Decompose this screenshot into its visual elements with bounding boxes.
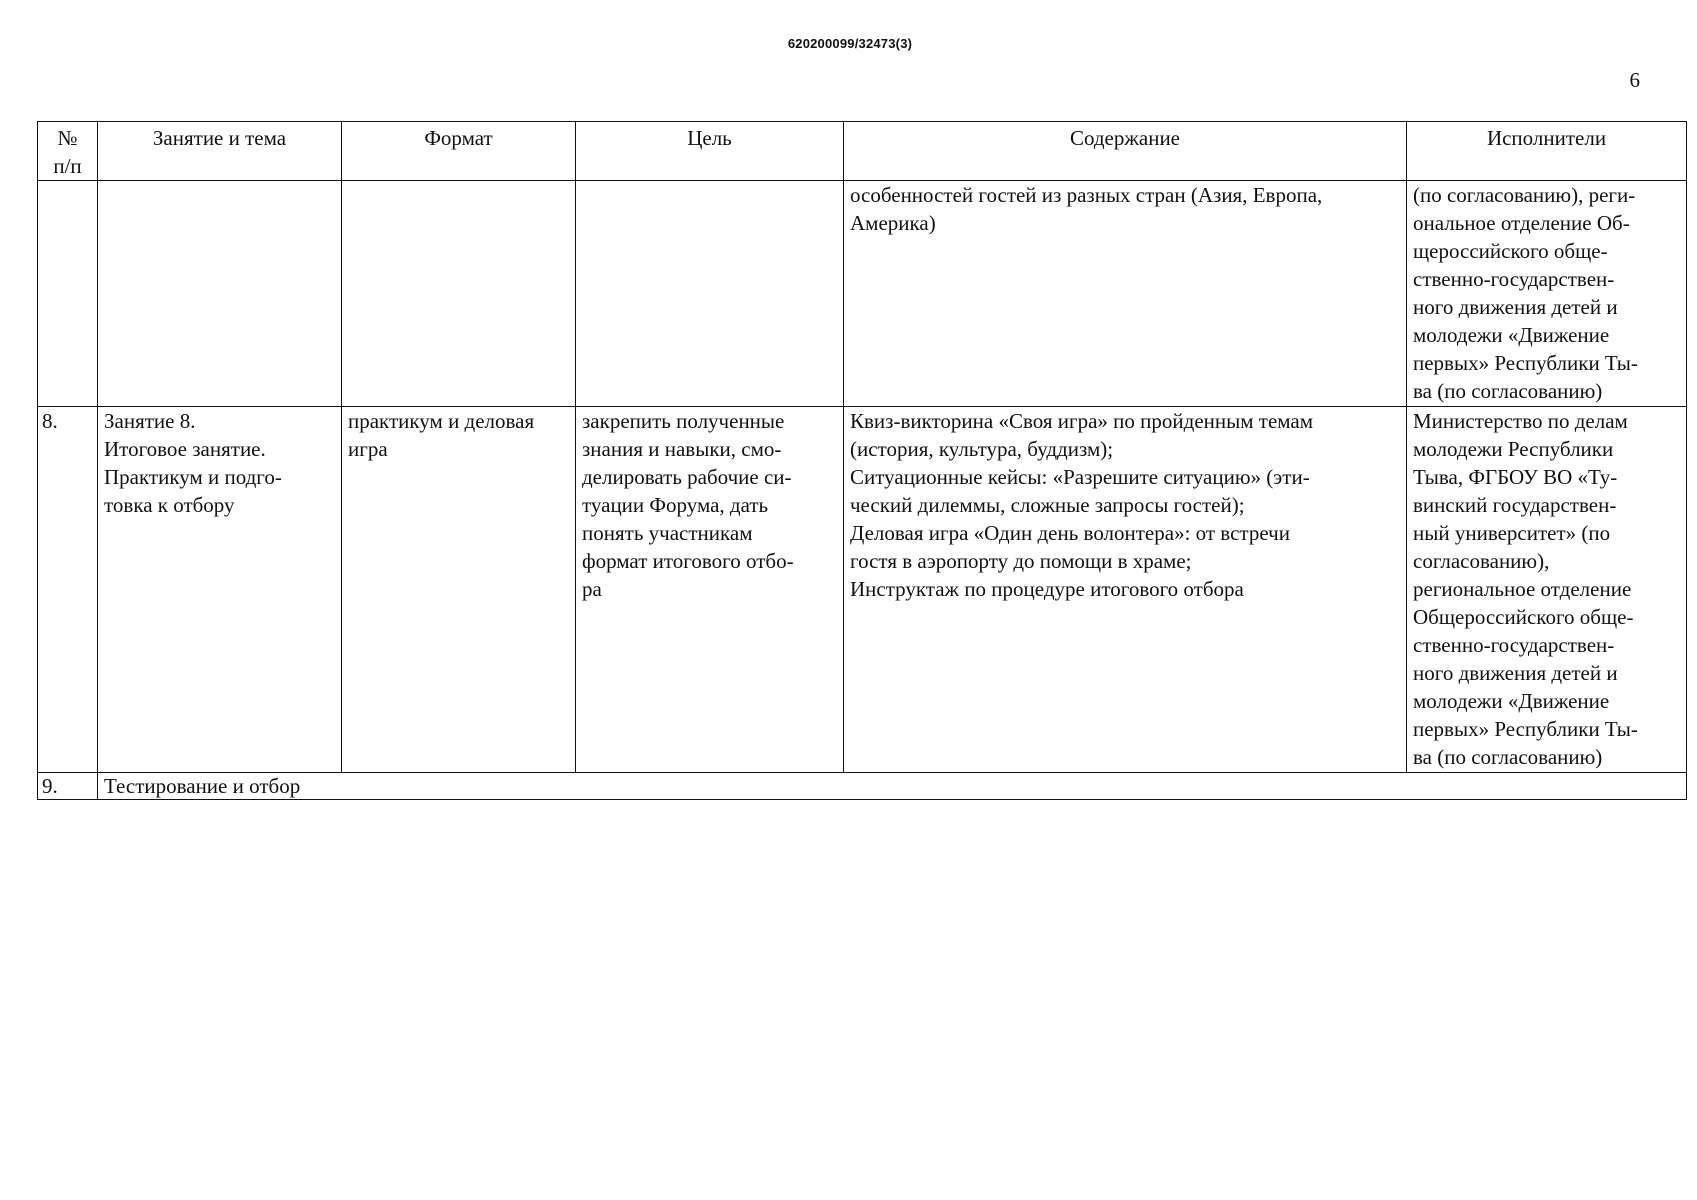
topic-line: Занятие 8. <box>104 409 196 433</box>
cell-goal <box>576 181 844 407</box>
content-line: Ситуационные кейсы: «Разрешите ситуацию» (эти- <box>850 465 1310 489</box>
goal-line: ра <box>582 577 602 601</box>
cell-content <box>844 181 1407 407</box>
content-line: Америка) <box>850 211 936 235</box>
header-topic: Занятие и тема <box>98 122 342 181</box>
executor-line: первых» Республики Ты- <box>1413 717 1638 741</box>
table-row-continuation <box>38 181 1687 407</box>
page-number: 6 <box>1629 68 1640 92</box>
executor-line: ный университет» (по <box>1413 521 1611 545</box>
cell-topic <box>98 407 342 773</box>
header-executors: Исполнители <box>1407 122 1687 181</box>
content-line: гостя в аэропорту до помощи в храме; <box>850 549 1192 573</box>
executor-line: Министерство по делам <box>1413 409 1628 433</box>
content-line: ческий дилеммы, сложные запросы гостей); <box>850 493 1245 517</box>
executor-line: молодежи «Движение <box>1413 689 1610 713</box>
cell-num: 8. <box>38 407 98 773</box>
format-line: практикум и деловая <box>348 409 535 433</box>
cell-goal <box>576 407 844 773</box>
executor-line: первых» Республики Ты- <box>1413 351 1638 375</box>
executor-line: щероссийского обще- <box>1413 239 1608 263</box>
goal-line: делировать рабочие си- <box>582 465 792 489</box>
goal-line: закрепить полученные <box>582 409 785 433</box>
executor-line: ного движения детей и <box>1413 295 1618 319</box>
content-line: Деловая игра «Один день волонтера»: от встречи <box>850 521 1290 545</box>
executor-line: ональное отделение Об- <box>1413 211 1630 235</box>
header-format: Формат <box>342 122 576 181</box>
table-header-row <box>38 122 1687 181</box>
goal-line: понять участникам <box>582 521 753 545</box>
executor-line: ственно-государствен- <box>1413 633 1615 657</box>
cell-merged-title: Тестирование и отбор <box>98 773 1687 800</box>
executor-line: ственно-государствен- <box>1413 267 1615 291</box>
content-line: Инструктаж по процедуре итогового отбора <box>850 577 1244 601</box>
header-content: Содержание <box>844 122 1407 181</box>
header-num <box>38 122 98 181</box>
cell-executors <box>1407 407 1687 773</box>
cell-format <box>342 407 576 773</box>
cell-num: 9. <box>38 773 98 800</box>
cell-format <box>342 181 576 407</box>
goal-line: знания и навыки, смо- <box>582 437 782 461</box>
executor-line: молодежи Республики <box>1413 437 1614 461</box>
header-num-symbol: № <box>57 126 78 150</box>
goal-line: туации Форума, дать <box>582 493 769 517</box>
content-line: Квиз-викторина «Своя игра» по пройденным темам <box>850 409 1314 433</box>
schedule-table <box>37 121 1687 800</box>
document-id: 620200099/32473(3) <box>787 36 913 51</box>
executor-line: региональное отделение <box>1413 577 1632 601</box>
executor-line: ного движения детей и <box>1413 661 1618 685</box>
content-line: (история, культура, буддизм); <box>850 437 1114 461</box>
executor-line: Тыва, ФГБОУ ВО «Ту- <box>1413 465 1618 489</box>
executor-line: ва (по согласованию) <box>1413 745 1603 769</box>
cell-executors <box>1407 181 1687 407</box>
executor-line: ва (по согласованию) <box>1413 379 1603 403</box>
header-goal: Цель <box>576 122 844 181</box>
cell-topic <box>98 181 342 407</box>
header-num-abbr: п/п <box>53 154 82 178</box>
content-line: особенностей гостей из разных стран (Азия, Европа, <box>850 183 1323 207</box>
cell-content <box>844 407 1407 773</box>
topic-line: товка к отбору <box>104 493 235 517</box>
table-row-8 <box>38 407 1687 773</box>
executor-line: молодежи «Движение <box>1413 323 1610 347</box>
cell-num <box>38 181 98 407</box>
table-row-9 <box>38 773 1687 800</box>
topic-line: Итоговое занятие. <box>104 437 266 461</box>
topic-line: Практикум и подго- <box>104 465 282 489</box>
executor-line: Общероссийского обще- <box>1413 605 1634 629</box>
executor-line: согласованию), <box>1413 549 1550 573</box>
goal-line: формат итогового отбо- <box>582 549 794 573</box>
executor-line: (по согласованию), реги- <box>1413 183 1636 207</box>
executor-line: винский государствен- <box>1413 493 1617 517</box>
format-line: игра <box>348 437 388 461</box>
